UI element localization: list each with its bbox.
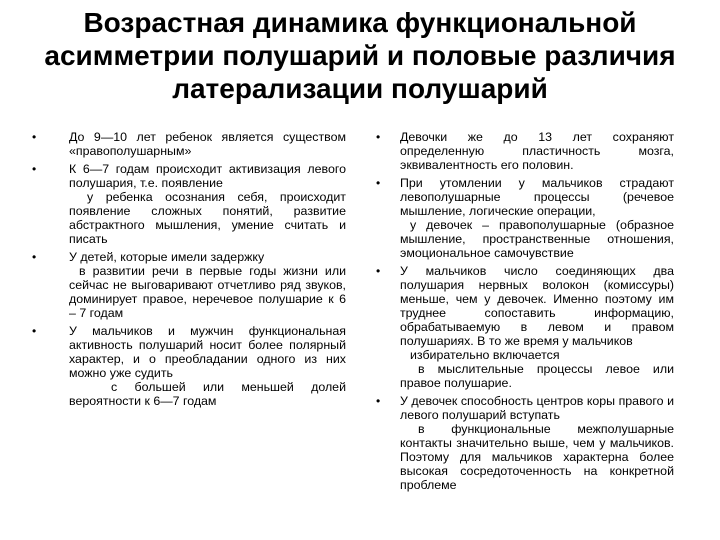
left-column [32,130,346,412]
paragraph: у ребенка осознания себя, происходит появление сложных понятий, развитие абстрактного мышления, умение считать и писать [69,190,346,246]
paragraph: При утомлении у мальчиков страдают левополушарные процессы (речевое мышление, логические операции, [400,176,674,218]
paragraph: у девочек – правополушарные (образное мышление, пространственные отношения, эмоциональное самочувствие [400,218,674,260]
paragraph: У мальчиков и мужчин функциональная активность полушарий носит более полярный характер, и о преобладании одного из них можно уже судить [69,324,346,380]
bullet-icon: • [376,394,381,408]
right-bullet-list [376,130,674,492]
bullet-icon: • [32,250,37,264]
list-item [32,250,346,320]
list-item [32,324,346,408]
bullet-icon: • [32,324,37,338]
bullet-icon: • [376,130,381,144]
list-item [32,162,346,246]
paragraph: До 9—10 лет ребенок является существом «правополушарным» [69,130,346,158]
bullet-icon: • [376,176,381,190]
list-item [376,130,674,172]
paragraph: избирательно включается [410,348,560,362]
bullet-icon: • [32,162,37,176]
paragraph: Девочки же до 13 лет сохраняют определенную пластичность мозга, эквивалентность его половин. [400,130,674,172]
paragraph: с большей или меньшей долей вероятности к 6—7 годам [69,380,346,408]
paragraph: У детей, которые имели задержку [69,250,265,264]
list-item [376,264,674,390]
paragraph: в развитии речи в первые годы жизни или сейчас не выговаривают отчетливо ряд звуков, доминирует правое, неречевое полушарие к 6 – 7 годам [69,264,346,320]
paragraph: У девочек способность центров коры правого и левого полушарий вступать [400,394,674,422]
bullet-icon: • [32,130,37,144]
paragraph: в функциональные межполушарные контакты значительно выше, чем у мальчиков. Поэтому для мальчиков характерна более высокая сосредоточенность на конкретной проблеме [400,422,674,492]
list-item [32,130,346,158]
bullet-icon: • [376,264,381,278]
list-item [376,394,674,492]
paragraph: У мальчиков число соединяющих два полушария нервных волокон (комиссуры) меньше, чем у девочек. Именно поэтому им труднее сопоставить информацию, обрабатываемую в левом и правом полушариях. В то же время у мальчиков [400,264,674,348]
left-bullet-list [32,130,346,408]
paragraph: в мыслительные процессы левое или правое полушарие. [400,362,674,390]
slide-title: Возрастная динамика функциональной асимметрии полушарий и половые различия латерализации полушарий [44,7,676,104]
paragraph: К 6—7 годам происходит активизация левого полушария, т.е. появление [69,162,346,190]
list-item [376,176,674,260]
right-column [376,130,674,496]
